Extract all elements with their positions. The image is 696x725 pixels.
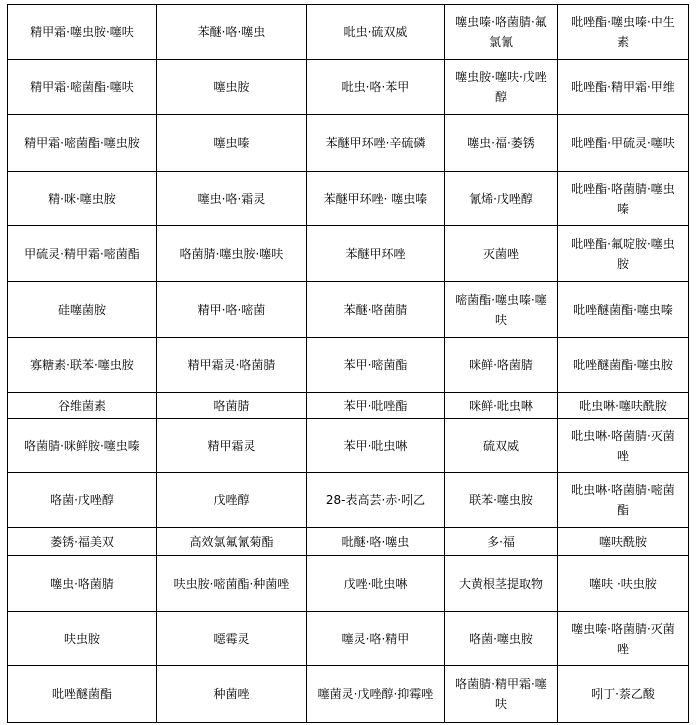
table-cell: 噻虫·福·萎锈 <box>445 115 558 172</box>
table-cell: 吡虫啉·咯菌腈·灭菌唑 <box>558 419 689 473</box>
table-row <box>8 612 689 666</box>
table-cell: 咯菌腈·精甲霜·噻呋 <box>445 666 558 723</box>
table-cell: 种菌唑 <box>157 666 307 723</box>
pesticide-table-container <box>7 4 689 723</box>
table-cell: 噻虫嗪 <box>157 115 307 172</box>
table-row <box>8 282 689 338</box>
table-cell: 噁霉灵 <box>157 612 307 666</box>
table-cell: 吲丁·萘乙酸 <box>558 666 689 723</box>
table-row <box>8 666 689 723</box>
table-cell: 精甲霜·嘧菌酯·噻虫胺 <box>8 115 157 172</box>
table-cell: 28-表高芸·赤·吲乙 <box>307 473 445 528</box>
table-cell: 灭菌唑 <box>445 226 558 282</box>
table-cell: 噻呋 ·呋虫胺 <box>558 556 689 612</box>
table-cell: 硫双威 <box>445 419 558 473</box>
table-cell: 咯菌·噻虫胺 <box>445 612 558 666</box>
table-row <box>8 115 689 172</box>
table-cell: 噻虫·咯菌腈 <box>8 556 157 612</box>
table-cell: 噻虫胺 <box>157 60 307 115</box>
table-cell: 噻虫·咯·霜灵 <box>157 172 307 226</box>
table-cell: 精·咪·噻虫胺 <box>8 172 157 226</box>
table-cell: 大黄根茎提取物 <box>445 556 558 612</box>
table-cell: 吡唑酯·噻虫嗪·中生素 <box>558 5 689 60</box>
table-cell: 咯菌腈 <box>157 393 307 419</box>
table-cell: 吡唑酯·氟啶胺·噻虫胺 <box>558 226 689 282</box>
table-row <box>8 226 689 282</box>
table-cell: 苯醚·咯菌腈 <box>307 282 445 338</box>
table-cell: 多·福 <box>445 528 558 556</box>
table-cell: 寡糖素·联苯·噻虫胺 <box>8 338 157 393</box>
table-cell: 硅噻菌胺 <box>8 282 157 338</box>
table-row <box>8 473 689 528</box>
table-cell: 戊唑·吡虫啉 <box>307 556 445 612</box>
table-cell: 噻菌灵·戊唑醇·抑霉唑 <box>307 666 445 723</box>
table-cell: 苯甲·吡虫啉 <box>307 419 445 473</box>
table-cell: 吡虫啉·噻呋酰胺 <box>558 393 689 419</box>
table-cell: 噻虫嗪·咯菌腈·灭菌唑 <box>558 612 689 666</box>
table-cell: 吡唑醚菌酯·噻虫胺 <box>558 338 689 393</box>
table-cell: 精甲·咯·嘧菌 <box>157 282 307 338</box>
table-cell: 噻虫胺·噻呋·戊唑醇 <box>445 60 558 115</box>
table-cell: 吡醚·咯·噻虫 <box>307 528 445 556</box>
table-cell: 苯醚甲环唑·辛硫磷 <box>307 115 445 172</box>
table-cell: 吡唑酯·精甲霜·甲维 <box>558 60 689 115</box>
table-cell: 苯甲·吡唑酯 <box>307 393 445 419</box>
table-cell: 咪鲜·吡虫啉 <box>445 393 558 419</box>
table-cell: 精甲霜·嘧菌酯·噻呋 <box>8 60 157 115</box>
table-cell: 苯醚甲环唑 <box>307 226 445 282</box>
table-cell: 呋虫胺·嘧菌酯·种菌唑 <box>157 556 307 612</box>
table-cell: 精甲霜灵 <box>157 419 307 473</box>
table-cell: 吡虫·硫双威 <box>307 5 445 60</box>
pesticide-table <box>7 4 689 723</box>
table-cell: 萎锈·福美双 <box>8 528 157 556</box>
table-cell: 谷维菌素 <box>8 393 157 419</box>
table-cell: 苯醚甲环唑· 噻虫嗪 <box>307 172 445 226</box>
table-cell: 精甲霜灵·咯菌腈 <box>157 338 307 393</box>
table-row <box>8 338 689 393</box>
table-cell: 噻呋酰胺 <box>558 528 689 556</box>
table-row <box>8 172 689 226</box>
table-cell: 苯甲·嘧菌酯 <box>307 338 445 393</box>
table-cell: 吡唑醚菌酯 <box>8 666 157 723</box>
table-cell: 精甲霜·噻虫胺·噻呋 <box>8 5 157 60</box>
table-row <box>8 419 689 473</box>
table-row <box>8 528 689 556</box>
table-cell: 咪鲜·咯菌腈 <box>445 338 558 393</box>
table-cell: 吡唑酯·咯菌腈·噻虫嗪 <box>558 172 689 226</box>
table-cell: 吡虫·咯·苯甲 <box>307 60 445 115</box>
table-row <box>8 60 689 115</box>
table-cell: 吡虫啉·咯菌腈·嘧菌酯 <box>558 473 689 528</box>
table-cell: 咯菌腈·噻虫胺·噻呋 <box>157 226 307 282</box>
table-cell: 甲硫灵·精甲霜·嘧菌酯 <box>8 226 157 282</box>
table-cell: 高效氯氟氰菊酯 <box>157 528 307 556</box>
table-cell: 呋虫胺 <box>8 612 157 666</box>
table-cell: 苯醚·咯·噻虫 <box>157 5 307 60</box>
table-row <box>8 393 689 419</box>
table-cell: 联苯·噻虫胺 <box>445 473 558 528</box>
table-cell: 戊唑醇 <box>157 473 307 528</box>
table-row <box>8 5 689 60</box>
table-cell: 噻灵·咯·精甲 <box>307 612 445 666</box>
table-cell: 噻虫嗪·咯菌腈·氟氯氰 <box>445 5 558 60</box>
table-row <box>8 556 689 612</box>
table-cell: 嘧菌酯·噻虫嗪·噻呋 <box>445 282 558 338</box>
table-cell: 氰烯·戊唑醇 <box>445 172 558 226</box>
table-cell: 吡唑酯·甲硫灵·噻呋 <box>558 115 689 172</box>
table-cell: 吡唑醚菌酯·噻虫嗪 <box>558 282 689 338</box>
table-cell: 咯菌腈·咪鲜胺·噻虫嗪 <box>8 419 157 473</box>
table-cell: 咯菌·戊唑醇 <box>8 473 157 528</box>
